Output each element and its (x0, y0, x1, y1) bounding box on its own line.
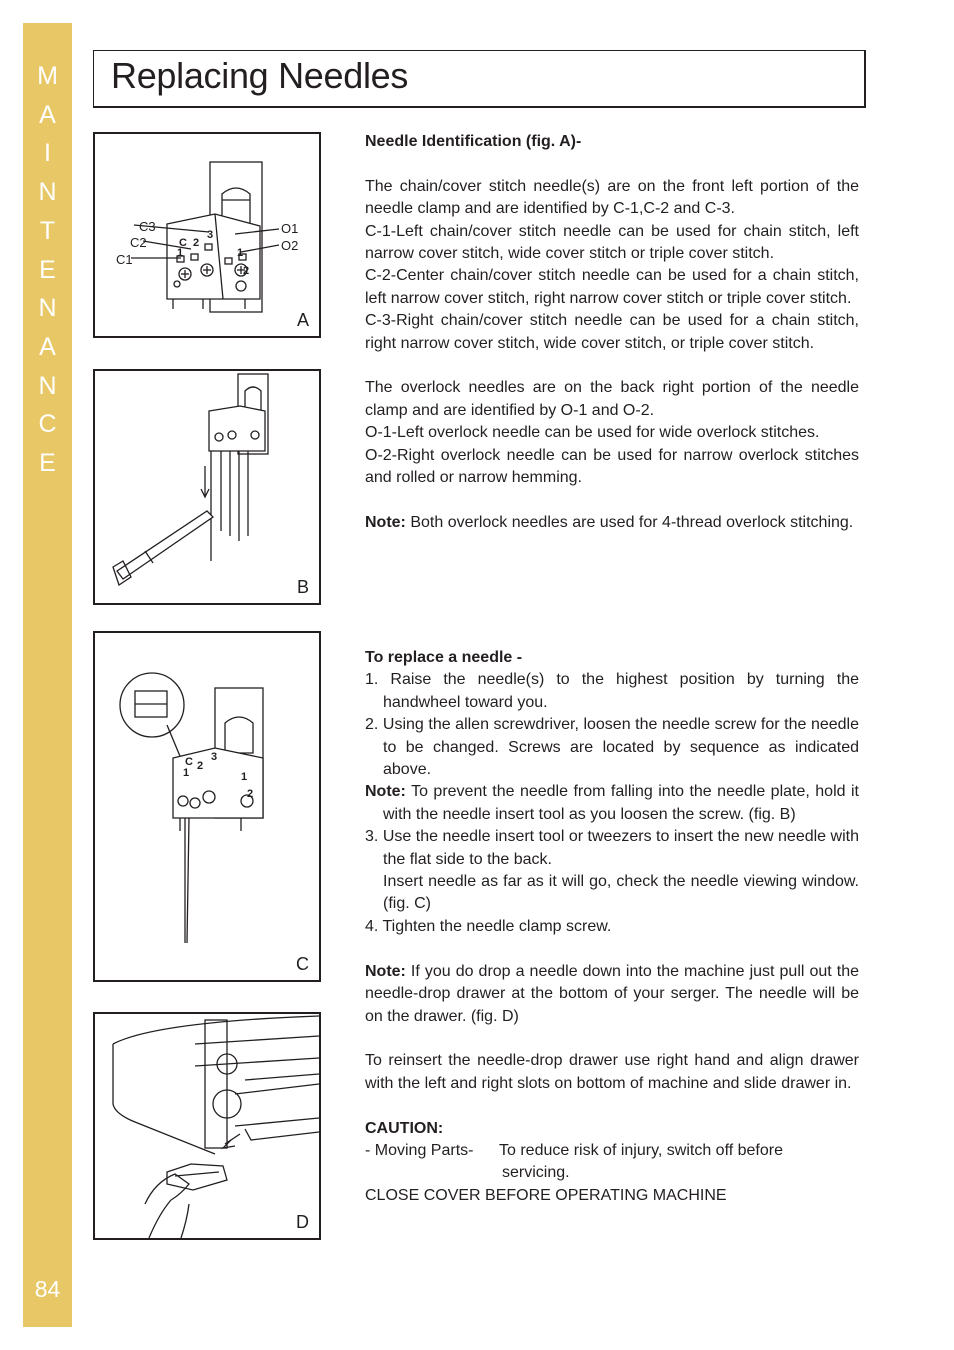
note-text: To prevent the needle from falling into the needle plate, hold it with the needle insert tool as you loosen the screw. (fig. B) (383, 783, 859, 823)
note-label: Note: (365, 783, 406, 801)
replace-note (365, 781, 859, 826)
clamp-letter: C (179, 237, 187, 249)
clamp-digit: 2 (243, 265, 250, 277)
side-letter: M (37, 62, 58, 90)
figure-label: C (296, 954, 309, 974)
replace-step: 2. Using the allen screwdriver, loosen the needle screw for the needle to be changed. Screws are located by sequence as indicated above. (365, 716, 859, 779)
page-title: Replacing Needles (111, 55, 409, 96)
caution-heading: CAUTION: (365, 1119, 444, 1137)
reinsert-paragraph: To reinsert the needle-drop drawer use right hand and align drawer with the left and right slots on bottom of machine and slide drawer in. (365, 1052, 859, 1092)
needle-viewing-window-illustration (95, 633, 319, 980)
identification-heading: Needle Identification (fig. A)- (365, 133, 582, 150)
figure-b-needle-insert-tool (93, 369, 321, 605)
side-letter: C (38, 410, 57, 439)
clamp-digit: 3 (207, 229, 214, 241)
needle-identification-section (365, 131, 859, 534)
clamp-digit: 2 (247, 788, 254, 800)
note-label: Note: (365, 962, 406, 980)
title-box (93, 50, 866, 108)
callout-c1: C1 (116, 252, 133, 267)
caution-row (365, 1140, 859, 1185)
side-letter: E (39, 255, 56, 284)
spacer (365, 490, 859, 512)
identification-paragraph: O-2-Right overlock needle can be used for narrow overlock stitches and rolled or narrow hemming. (365, 446, 859, 487)
clamp-digit: 2 (197, 760, 204, 772)
caution-key: - Moving Parts- (365, 1141, 474, 1159)
side-letter: I (44, 139, 51, 168)
caution-value (499, 1140, 859, 1185)
caution-line: To reduce risk of injury, switch off before (499, 1141, 783, 1159)
callout-c3: C3 (139, 219, 156, 234)
figure-label: A (296, 310, 309, 330)
close-cover-warning: CLOSE COVER BEFORE OPERATING MACHINE (365, 1186, 727, 1204)
side-letter: N (38, 294, 57, 323)
callout-o1: O1 (281, 221, 299, 236)
replace-heading: To replace a needle - (365, 649, 523, 666)
identification-note (365, 512, 859, 534)
side-letter: A (39, 100, 56, 129)
figure-label: B (296, 577, 309, 597)
figure-c-needle-viewing-window (93, 631, 321, 982)
needle-drop-drawer-illustration (95, 1014, 319, 1238)
clamp-digit: 1 (183, 767, 190, 779)
side-letter: E (39, 449, 56, 478)
clamp-digit: 1 (237, 247, 244, 259)
figure-d-needle-drop-drawer (93, 1012, 321, 1240)
section-name-vertical (23, 57, 72, 483)
clamp-digit: 3 (211, 751, 218, 763)
side-tab (23, 23, 72, 1327)
spacer (365, 938, 859, 960)
side-letter: T (39, 216, 56, 245)
replace-needle-section (365, 647, 859, 1207)
identification-paragraph: C-1-Left chain/cover stitch needle can be used for chain stitch, left narrow cover stitch, wide cover stitch or triple cover stitch. (365, 222, 859, 263)
identification-paragraph: C-2-Center chain/cover stitch needle can be used for a chain stitch, left narrow cover stitch, right narrow cover stitch or triple cover stitch. (365, 267, 859, 307)
caution-line: servicing. (502, 1164, 570, 1182)
drawer-note (365, 961, 859, 1028)
clamp-digit: 2 (193, 237, 200, 249)
identification-paragraph: C-3-Right chain/cover stitch needle can be used for a chain stitch, right narrow cover stitch, wide cover stitch, or triple cover stitch. (365, 312, 859, 352)
identification-paragraph: O-1-Left overlock needle can be used for wide overlock stitches. (365, 424, 820, 442)
replace-step: 3. Use the needle insert tool or tweezers to insert the new needle with the flat side to the back. (365, 828, 859, 868)
spacer (365, 1095, 859, 1117)
clamp-digit: 1 (241, 771, 248, 783)
figure-a-needle-identification (93, 132, 321, 338)
clamp-digit: 1 (177, 247, 184, 259)
replace-step: 1. Raise the needle(s) to the highest position by turning the handwheel toward you. (365, 671, 859, 711)
spacer (365, 153, 859, 175)
side-letter: A (39, 332, 56, 361)
replace-step: 4. Tighten the needle clamp screw. (365, 917, 612, 935)
note-text: Both overlock needles are used for 4-thread overlock stitching. (405, 513, 854, 531)
identification-paragraph: The chain/cover stitch needle(s) are on the front left portion of the needle clamp and are identified by C-1,C-2 and C-3. (365, 177, 859, 218)
clamp-letter: C (185, 756, 193, 768)
side-letter: N (38, 371, 57, 400)
replace-step-continued: Insert needle as far as it will go, check the needle viewing window. (fig. C) (383, 873, 859, 913)
spacer (365, 1028, 859, 1050)
needle-clamp-illustration (95, 134, 319, 336)
note-text: If you do drop a needle down into the machine just pull out the needle-drop drawer at the bottom of your serger. The needle will be on the drawer. (fig. D) (365, 962, 859, 1025)
callout-c2: C2 (130, 235, 147, 250)
identification-paragraph: The overlock needles are on the back right portion of the needle clamp and are identified by O-1 and O-2. (365, 379, 859, 419)
needle-insert-tool-illustration (95, 371, 319, 603)
spacer (365, 355, 859, 377)
callout-o2: O2 (281, 238, 299, 253)
page-number: 84 (34, 1276, 61, 1302)
figure-label: D (296, 1212, 309, 1232)
side-letter: N (38, 178, 57, 207)
note-label: Note: (365, 513, 406, 531)
